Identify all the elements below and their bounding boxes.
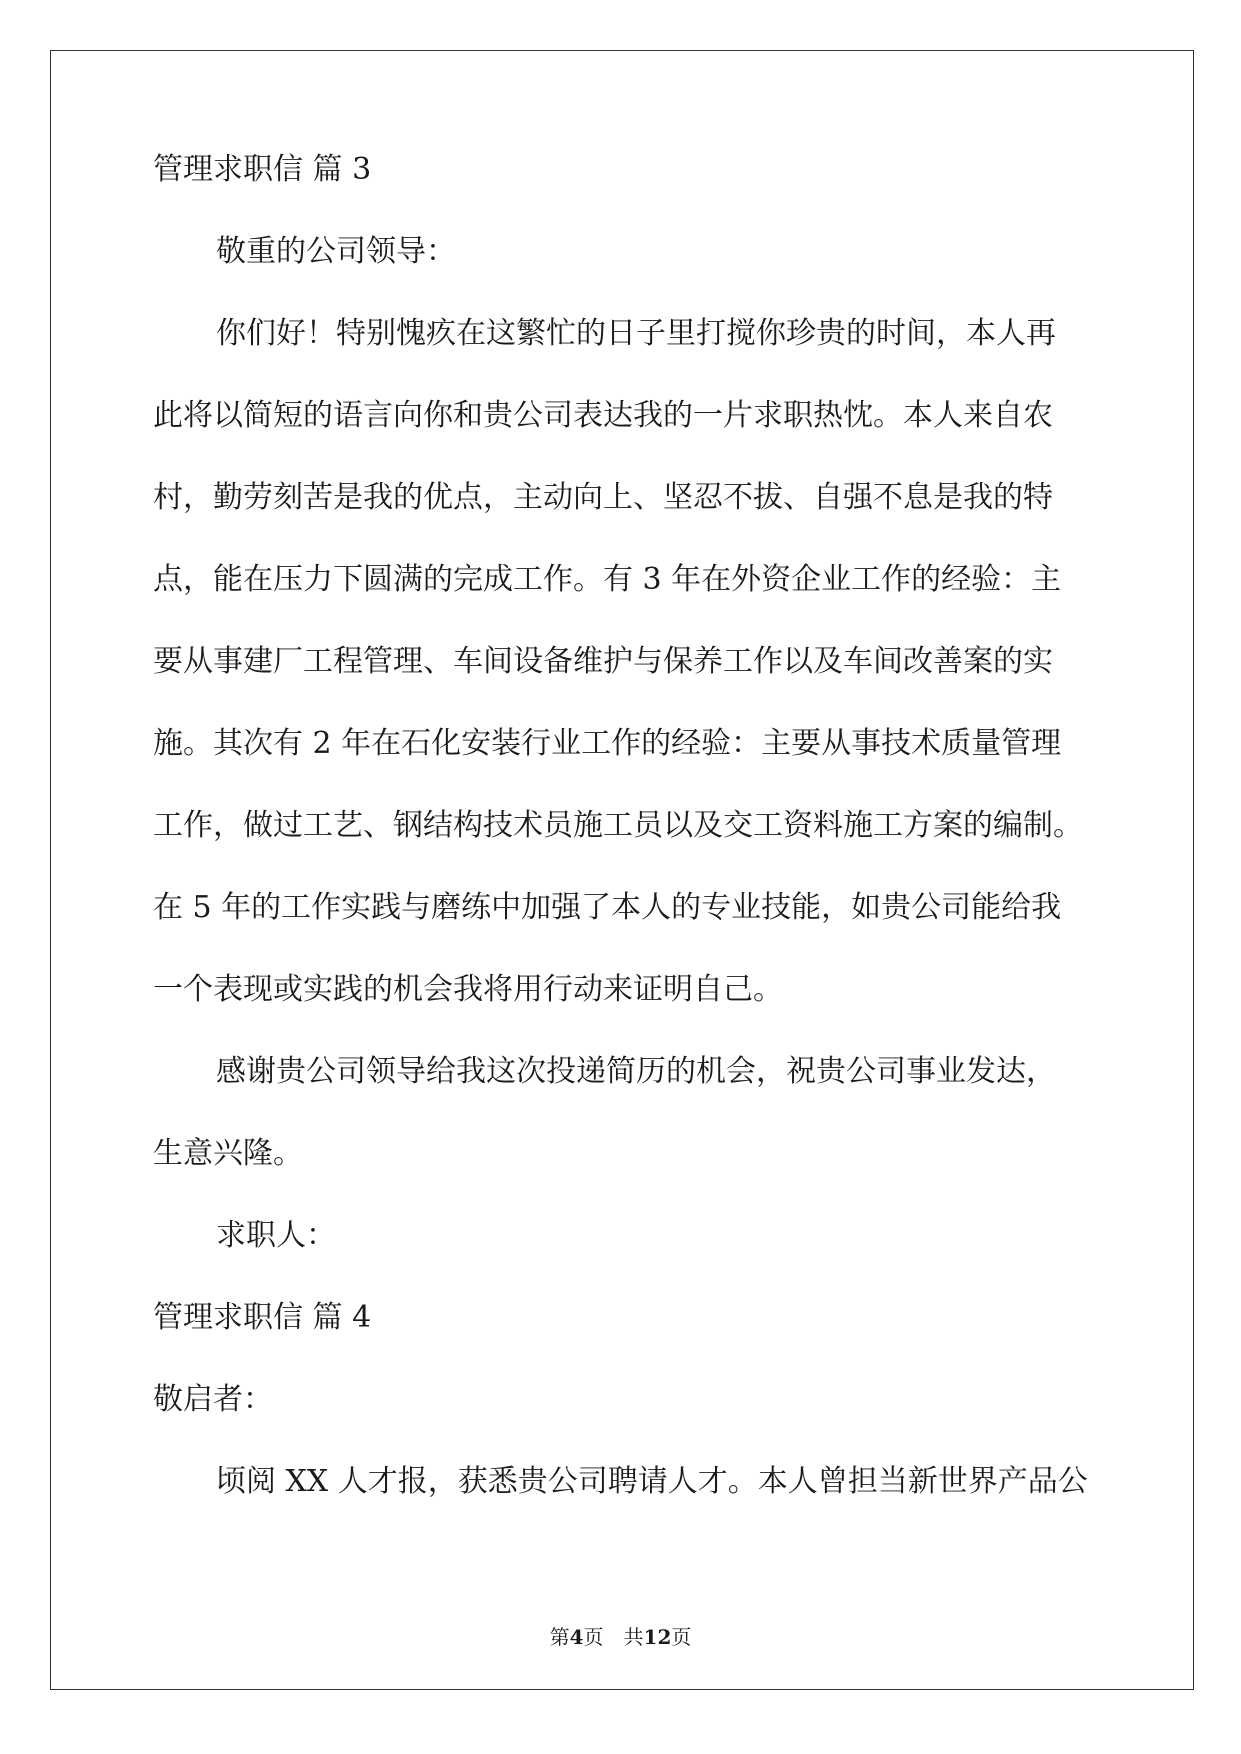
body-line: 点，能在压力下圆满的完成工作。有 3 年在外资企业工作的经验：主 xyxy=(153,562,1062,597)
footer-total-pages: 12 xyxy=(643,1625,672,1649)
body-line: 要从事建厂工程管理、车间设备维护与保养工作以及车间改善案的实 xyxy=(153,644,1053,679)
body-line: 顷阅 XX 人才报，获悉贵公司聘请人才。本人曾担当新世界产品公 xyxy=(216,1464,1088,1499)
body-line: 此将以简短的语言向你和贵公司表达我的一片求职热忱。本人来自农 xyxy=(153,398,1053,433)
salutation: 敬启者： xyxy=(153,1382,273,1417)
closing-line: 生意兴隆。 xyxy=(153,1136,303,1171)
footer-total-suffix: 页 xyxy=(671,1625,692,1649)
page-footer xyxy=(0,1621,1241,1650)
footer-total-prefix: 共 xyxy=(623,1625,644,1649)
body-line: 在 5 年的工作实践与磨练中加强了本人的专业技能，如贵公司能给我 xyxy=(153,890,1062,925)
body-line: 施。其次有 2 年在石化安装行业工作的经验：主要从事技术质量管理 xyxy=(153,726,1062,761)
body-line: 村，勤劳刻苦是我的优点，主动向上、坚忍不拔、自强不息是我的特 xyxy=(153,480,1053,515)
section-heading: 管理求职信 篇 3 xyxy=(153,152,372,187)
salutation: 敬重的公司领导： xyxy=(216,234,456,269)
closing-line: 感谢贵公司领导给我这次投递简历的机会，祝贵公司事业发达， xyxy=(216,1054,1056,1089)
body-line: 你们好！特别愧疚在这繁忙的日子里打搅你珍贵的时间，本人再 xyxy=(216,316,1056,351)
document-content xyxy=(153,152,1093,1549)
footer-page-number: 4 xyxy=(569,1625,584,1649)
signature: 求职人： xyxy=(216,1218,336,1253)
body-line: 工作，做过工艺、钢结构技术员施工员以及交工资料施工方案的编制。 xyxy=(153,808,1083,843)
footer-prefix: 第 xyxy=(549,1625,570,1649)
body-line: 一个表现或实践的机会我将用行动来证明自己。 xyxy=(153,972,783,1007)
footer-page-suffix: 页 xyxy=(583,1625,604,1649)
section-heading: 管理求职信 篇 4 xyxy=(153,1300,372,1335)
